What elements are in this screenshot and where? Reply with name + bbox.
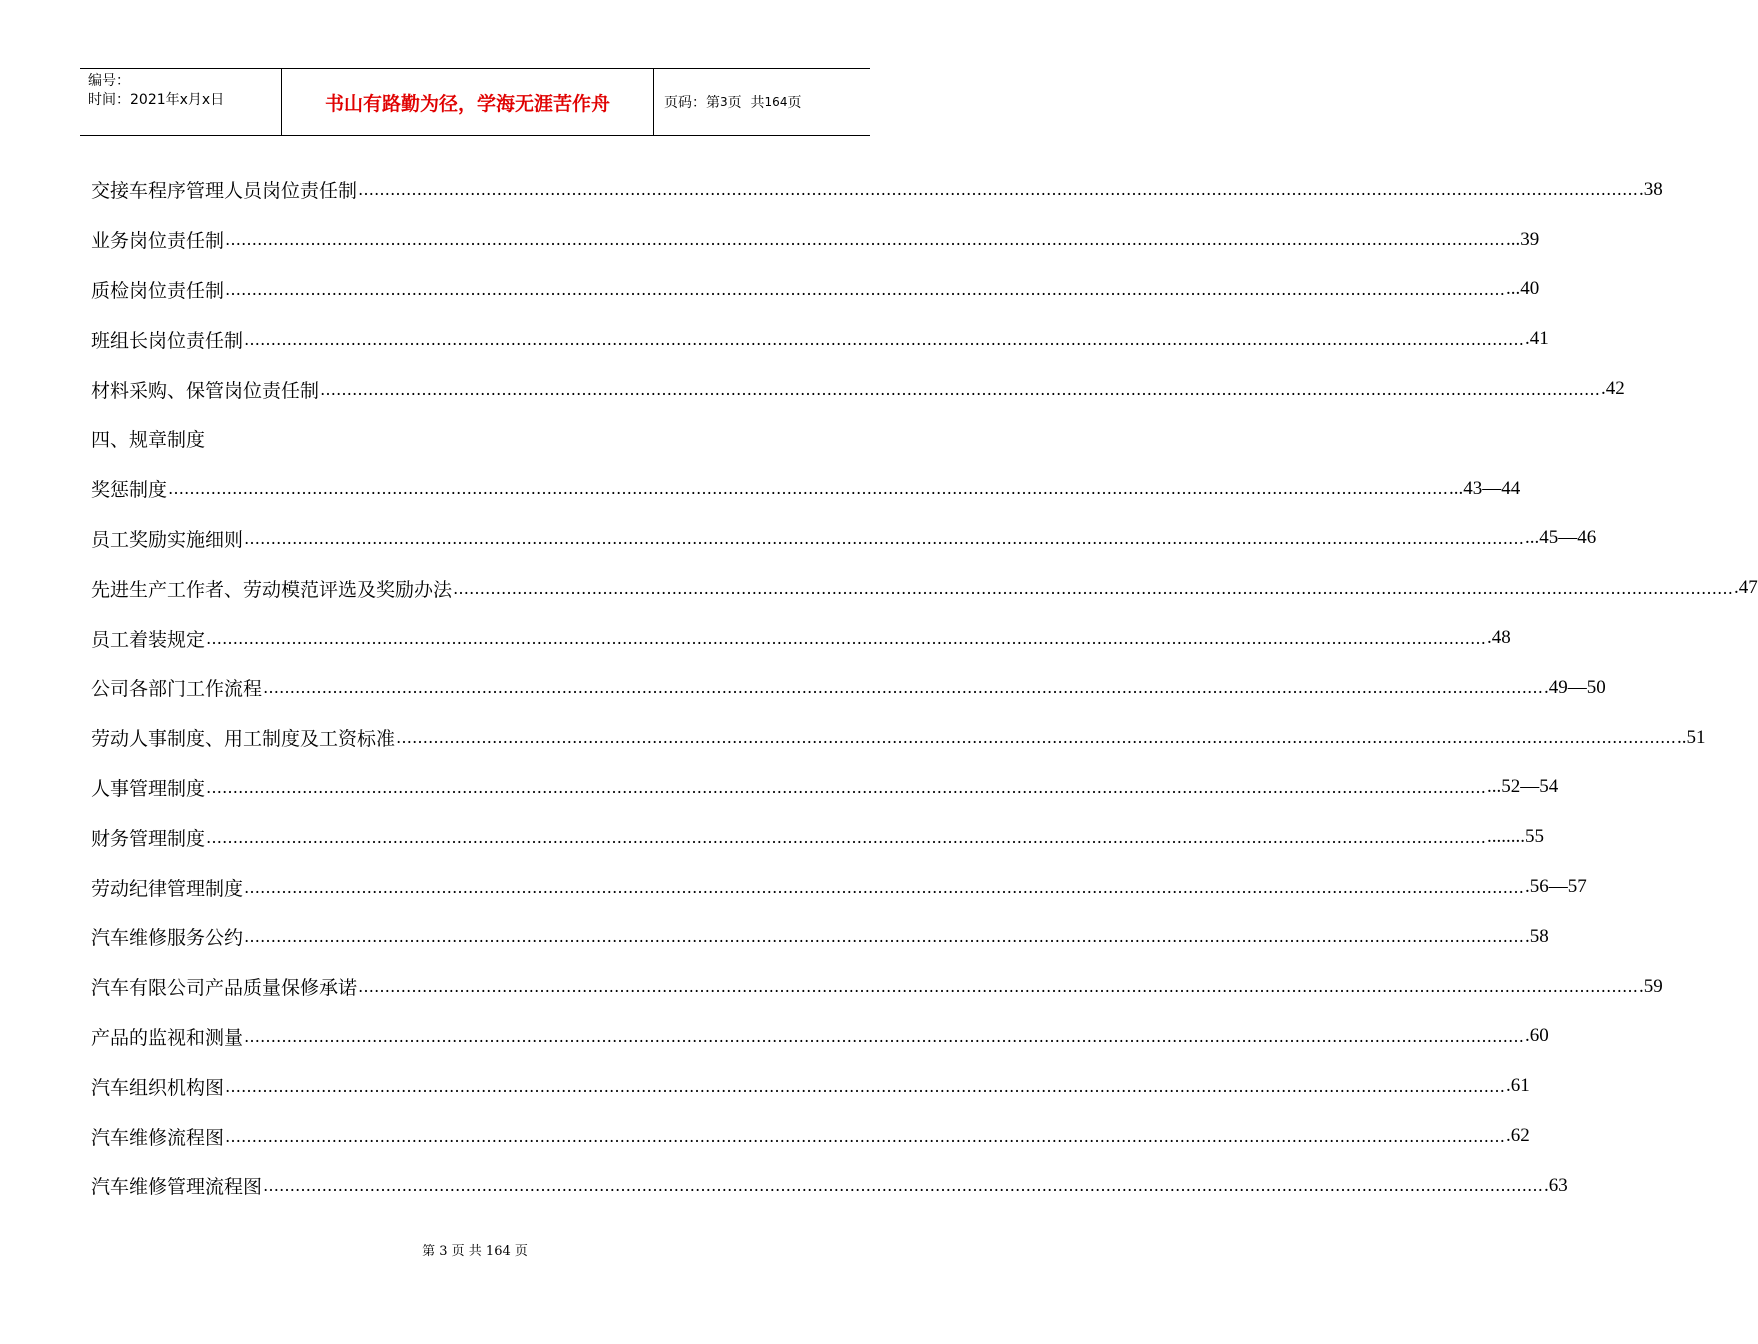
header-meta — [80, 69, 282, 135]
header-motto: 书山有路勤为径，学海无涯苦作舟 — [282, 69, 654, 135]
toc-entry[interactable] — [91, 862, 1587, 912]
toc-leader-dots: …………………………………………………………………………………………………………………………………………………………………………………………………………………… — [358, 977, 1639, 997]
toc-entry[interactable] — [91, 165, 1663, 215]
toc-entry-page: ...39 — [1506, 228, 1540, 250]
toc-leader-dots: …………………………………………………………………………………………………………………………………………………………………………………………………………………… — [206, 628, 1487, 648]
toc-entry[interactable] — [91, 962, 1663, 1012]
toc-entry[interactable] — [91, 1111, 1530, 1161]
toc-leader-dots: …………………………………………………………………………………………………………………………………………………………………………………………………………………… — [244, 877, 1525, 897]
toc-entry-page: ...45—46 — [1525, 527, 1597, 549]
toc-leader-dots: …………………………………………………………………………………………………………………………………………………………………………………………………………………… — [396, 728, 1677, 748]
toc-entry-title: 奖惩制度 — [91, 479, 168, 502]
toc-entry-page: .42 — [1601, 378, 1625, 400]
toc-leader-dots: …………………………………………………………………………………………………………………………………………………………………………………………………………………… — [244, 1026, 1525, 1046]
toc-entry-title: 产品的监视和测量 — [91, 1026, 244, 1049]
page-current: 3 — [720, 95, 728, 109]
toc-entry-title: 员工着装规定 — [91, 628, 206, 651]
toc-leader-dots: …………………………………………………………………………………………………………………………………………………………………………………………………………………… — [168, 479, 1449, 499]
page-total: 164 — [764, 95, 788, 109]
toc-entry[interactable] — [91, 514, 1597, 564]
toc-entry-page: .63 — [1544, 1174, 1568, 1196]
toc-entry-page: ...40 — [1506, 278, 1540, 300]
toc-entry-page: .38 — [1639, 178, 1663, 200]
toc-entry[interactable] — [91, 1161, 1568, 1211]
toc-entry-title: 公司各部门工作流程 — [91, 678, 263, 701]
toc-entry-title: 财务管理制度 — [91, 827, 206, 850]
toc-leader-dots: …………………………………………………………………………………………………………………………………………………………………………………………………………………… — [358, 180, 1639, 200]
toc-entry-title: 汽车维修流程图 — [91, 1126, 225, 1149]
toc-leader-dots: …………………………………………………………………………………………………………………………………………………………………………………………………………………… — [225, 1126, 1506, 1146]
toc-entry-title: 业务岗位责任制 — [91, 230, 225, 253]
toc-entry[interactable] — [91, 464, 1521, 514]
toc-leader-dots: …………………………………………………………………………………………………………………………………………………………………………………………………………………… — [263, 678, 1544, 698]
toc-entry-page: .49—50 — [1544, 676, 1606, 698]
toc-leader-dots: …………………………………………………………………………………………………………………………………………………………………………………………………………………… — [263, 1176, 1544, 1196]
toc-entry-page: .60 — [1525, 1025, 1549, 1047]
toc-entry-page: .56—57 — [1525, 876, 1587, 898]
toc-entry-page: ...43—44 — [1449, 477, 1521, 499]
page-label-prefix: 页码：第 — [664, 95, 720, 111]
toc-leader-dots: …………………………………………………………………………………………………………………………………………………………………………………………………………………… — [225, 279, 1506, 299]
toc-leader-dots: …………………………………………………………………………………………………………………………………………………………………………………………………………………… — [244, 927, 1525, 947]
toc-entry[interactable] — [91, 314, 1549, 364]
toc-entry-page: ..51 — [1677, 726, 1706, 748]
toc-entry-page: .41 — [1525, 328, 1549, 350]
serial-label: 编号： — [88, 73, 130, 89]
toc-entry[interactable] — [91, 414, 834, 464]
toc-entry[interactable] — [91, 563, 1758, 613]
toc-entry-page: .62 — [1506, 1125, 1530, 1147]
toc-entry-title: 人事管理制度 — [91, 777, 206, 800]
toc-entry[interactable] — [91, 215, 1540, 265]
toc-entry[interactable] — [91, 912, 1549, 962]
toc-leader-dots: …………………………………………………………………………………………………………………………………………………………………………………………………………………… — [225, 1076, 1506, 1096]
toc-entry-title: 班组长岗位责任制 — [91, 329, 244, 352]
table-of-contents — [91, 165, 1758, 1211]
toc-entry-title: 汽车有限公司产品质量保修承诺 — [91, 977, 358, 1000]
toc-entry[interactable] — [91, 364, 1625, 414]
time-label: 时间：2021年x月x日 — [88, 92, 225, 108]
toc-entry-page: .59 — [1639, 975, 1663, 997]
toc-entry-title: 交接车程序管理人员岗位责任制 — [91, 180, 358, 203]
toc-leader-dots: …………………………………………………………………………………………………………………………………………………………………………………………………………………… — [244, 528, 1525, 548]
toc-entry[interactable] — [91, 1061, 1530, 1111]
toc-leader-dots: …………………………………………………………………………………………………………………………………………………………………………………………………………………… — [206, 827, 1487, 847]
toc-entry-title: 劳动纪律管理制度 — [91, 877, 244, 900]
page-label-mid: 页 共 — [727, 95, 765, 111]
toc-entry[interactable] — [91, 763, 1559, 813]
toc-leader-dots: …………………………………………………………………………………………………………………………………………………………………………………………………………………… — [225, 230, 1506, 250]
toc-entry[interactable] — [91, 663, 1606, 713]
toc-entry-title: 劳动人事制度、用工制度及工资标准 — [91, 728, 396, 751]
toc-entry-title: 汽车维修管理流程图 — [91, 1176, 263, 1199]
toc-entry-title: 员工奖励实施细则 — [91, 528, 244, 551]
toc-leader-dots: …………………………………………………………………………………………………………………………………………………………………………………………………………………… — [206, 777, 1487, 797]
toc-entry-title: 材料采购、保管岗位责任制 — [91, 379, 320, 402]
toc-leader-dots: …………………………………………………………………………………………………………………………………………………………………………………………………………………… — [244, 329, 1525, 349]
toc-entry-title: 质检岗位责任制 — [91, 279, 225, 302]
page-header — [80, 68, 870, 136]
toc-leader-dots: …………………………………………………………………………………………………………………………………………………………………………………………………………………… — [320, 379, 1601, 399]
toc-entry-title: 先进生产工作者、劳动模范评选及奖励办法 — [91, 578, 453, 601]
toc-entry-title: 汽车组织机构图 — [91, 1076, 225, 1099]
toc-entry-page: ........55 — [1487, 826, 1545, 848]
toc-entry[interactable] — [91, 1012, 1549, 1062]
toc-entry-title: 四、规章制度 — [91, 429, 206, 452]
toc-entry[interactable] — [91, 713, 1706, 763]
toc-entry-title: 汽车维修服务公约 — [91, 927, 244, 950]
toc-entry[interactable] — [91, 613, 1511, 663]
toc-entry-page: .47 — [1734, 577, 1758, 599]
toc-entry-page: .48 — [1487, 627, 1511, 649]
toc-entry-page: .61 — [1506, 1075, 1530, 1097]
page-footer: 第 3 页 共 164 页 — [422, 1244, 528, 1259]
toc-entry-page: ...52—54 — [1487, 776, 1559, 798]
toc-leader-dots: …………………………………………………………………………………………………………………………………………………………………………………………………………………… — [453, 578, 1734, 598]
toc-entry[interactable] — [91, 812, 1545, 862]
header-page-info — [654, 69, 870, 135]
page-label-suffix: 页 — [787, 95, 802, 111]
toc-entry-page: .58 — [1525, 925, 1549, 947]
toc-entry[interactable] — [91, 265, 1540, 315]
